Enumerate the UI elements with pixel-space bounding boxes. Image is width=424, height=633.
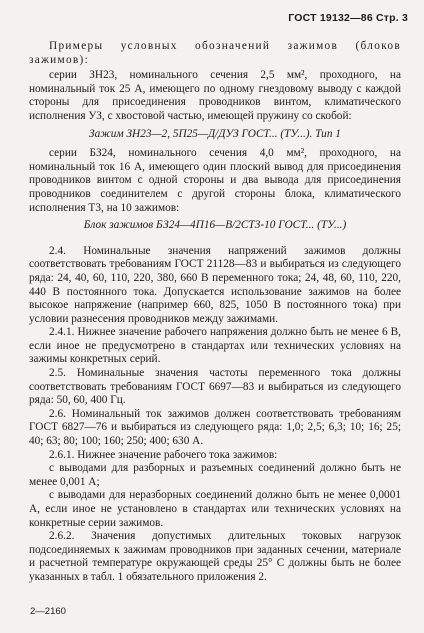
clause-2-6: 2.6. Номинальный ток зажимов должен соответствовать требованиям ГОСТ 6827—76 и выбираться из следующего ряда: 1,0; 2,5; 6,3; 10; 16; 25; 40; 63; 80; 100; 160; 250; 400; 630 А. bbox=[29, 407, 401, 448]
example-2-text: серии БЗ24, номинального сечения 4,0 мм², проходного, на номинальный ток 16 А, имеющего один плоский вывод для присоединения проводников винтом с одной стороны и два вывода для присоединения проводников соединителем с другой стороны блока, климатического исполнения Т3, на 10 зажимов: bbox=[29, 147, 401, 214]
clause-2-4: 2.4. Номинальные значения напряжений зажимов должны соответствовать требованиям ГОСТ 21128—83 и выбираться из следующего ряда: 24, 40, 60, 110, 220, 380, 660 В переменного тока; 24, 48, 60, 110, 220, 440 В постоянного тока. Допускается использование зажимов на более высокое напряжение (например 660, 825, 1050 В постоянного тока) при условии разнесения проводников между зажимами. bbox=[29, 244, 401, 325]
example-1-designation: Зажим ЗН23—2, 5П25—Д/ДУЗ ГОСТ... (ТУ...). Тип 1 bbox=[89, 127, 341, 140]
clause-2-6-2: 2.6.2. Значения допустимых длительных токовых нагрузок подсоединяемых к зажимам проводников при заданных сечении, материале и расчетной температуре окружающей среды 25° С должны быть не более указанных в табл. 1 обязательного приложения 2. bbox=[29, 530, 401, 583]
clause-2-6-1: 2.6.1. Нижнее значение рабочего тока зажимов: bbox=[49, 448, 278, 461]
clause-2-6-1-item-a: с выводами для разборных и разъемных соединений должно быть не менее 0,001 А; bbox=[29, 462, 401, 488]
page-footer: 2—2160 bbox=[30, 606, 66, 617]
clause-2-4-1: 2.4.1. Нижнее значение рабочего напряжения должно быть не менее 6 В, если иное не предусмотрено в стандартах или технических условиях на зажимы конкретных серий. bbox=[29, 326, 401, 366]
clause-2-6-1-item-b: с выводами для неразборных соединений должно быть не менее 0,0001 А, если иное не установлено в стандартах или технических условиях на конкретные серии зажимов. bbox=[29, 489, 401, 529]
example-2-designation: Блок зажимов БЗ24—4П16—В/2СТ3-10 ГОСТ... (ТУ...) bbox=[83, 219, 347, 232]
example-1-text: серии ЗН23, номинального сечения 2,5 мм², проходного, на номинальный ток 25 А, имеющего по одному гнездовому выводу с каждой стороны для присоединения проводников винтом, климатического исполнения УЗ, с хвостовой частью, имеющей пружину со скобой: bbox=[29, 69, 401, 122]
document-body bbox=[29, 40, 401, 585]
examples-heading: Примеры условных обозначений зажимов (блоков зажимов): bbox=[29, 40, 401, 66]
clause-2-5: 2.5. Номинальные значения частоты переменного тока должны соответствовать требованиям ГОСТ 6697—83 и выбираться из следующего ряда: 50, 60, 400 Гц. bbox=[29, 367, 401, 407]
page-header: ГОСТ 19132—86 Стр. 3 bbox=[288, 12, 408, 24]
